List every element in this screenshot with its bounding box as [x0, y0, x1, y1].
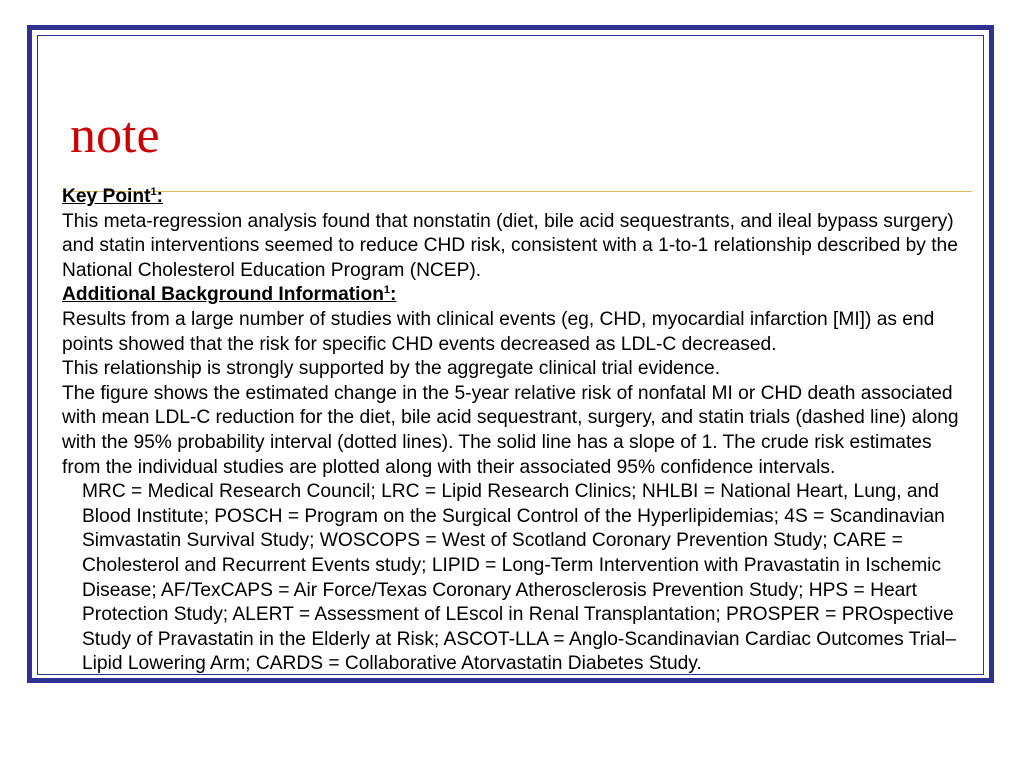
key-point-text: This meta-regression analysis found that nonstatin (diet, bile acid sequestrants, and ileal bypass surgery) and statin interventions seemed to reduce CHD risk, consistent with a 1-to-1 relationship described by the National Cholesterol Education Program (NCEP).	[62, 210, 958, 281]
background-superscript: 1	[383, 284, 391, 297]
slide-title: note	[70, 107, 160, 164]
key-point-heading	[62, 185, 974, 210]
background-heading	[62, 283, 974, 308]
abbreviations-paragraph: MRC = Medical Research Council; LRC = Lipid Research Clinics; NHLBI = National Heart, Lung, and Blood Institute; POSCH = Program on the Surgical Control of the Hyperlipidemias; 4S = Scandinavian Simvastatin Survival Study; WOSCOPS = West of Scotland Coronary Prevention Study; CARE = Cholesterol and Recurrent Events study; LIPID = Long-Term Intervention with Pravastatin in Ischemic Disease; AF/TexCAPS = Air Force/Texas Coronary Atherosclerosis Prevention Study; HPS = Heart Protection Study; ALERT = Assessment of LEscol in Renal Transplantation; PROSPER = PROspective Study of Pravastatin in the Elderly at Risk; ASCOT-LLA = Anglo-Scandinavian Cardiac Outcomes Trial–Lipid Lowering Arm; CARDS = Collaborative Atorvastatin Diabetes Study.	[82, 481, 956, 675]
key-point-superscript: 1	[150, 186, 157, 198]
key-point-heading-text: Key Point$^1$:	[62, 186, 164, 207]
background-paragraph-3: The figure shows the estimated change in the 5-year relative risk of nonfatal MI or CHD death associated with mean LDL-C reduction for the diet, bile acid sequestrant, surgery, and statin trials (dashed line) along with the 95% probability interval (dotted lines). The solid line has a slope of 1. The crude risk estimates from the individual studies are plotted along with their associated 95% confidence intervals.	[62, 382, 959, 478]
background-heading-text: Additional Background Information$^1$:	[62, 284, 397, 306]
background-paragraph-1: Results from a large number of studies with clinical events (eg, CHD, myocardial infarction [MI]) as end points showed that the risk for specific CHD events decreased as LDL-C decreased.	[62, 308, 935, 355]
background-paragraph-2: This relationship is strongly supported by the aggregate clinical trial evidence.	[62, 358, 721, 380]
notes-body	[62, 185, 974, 677]
